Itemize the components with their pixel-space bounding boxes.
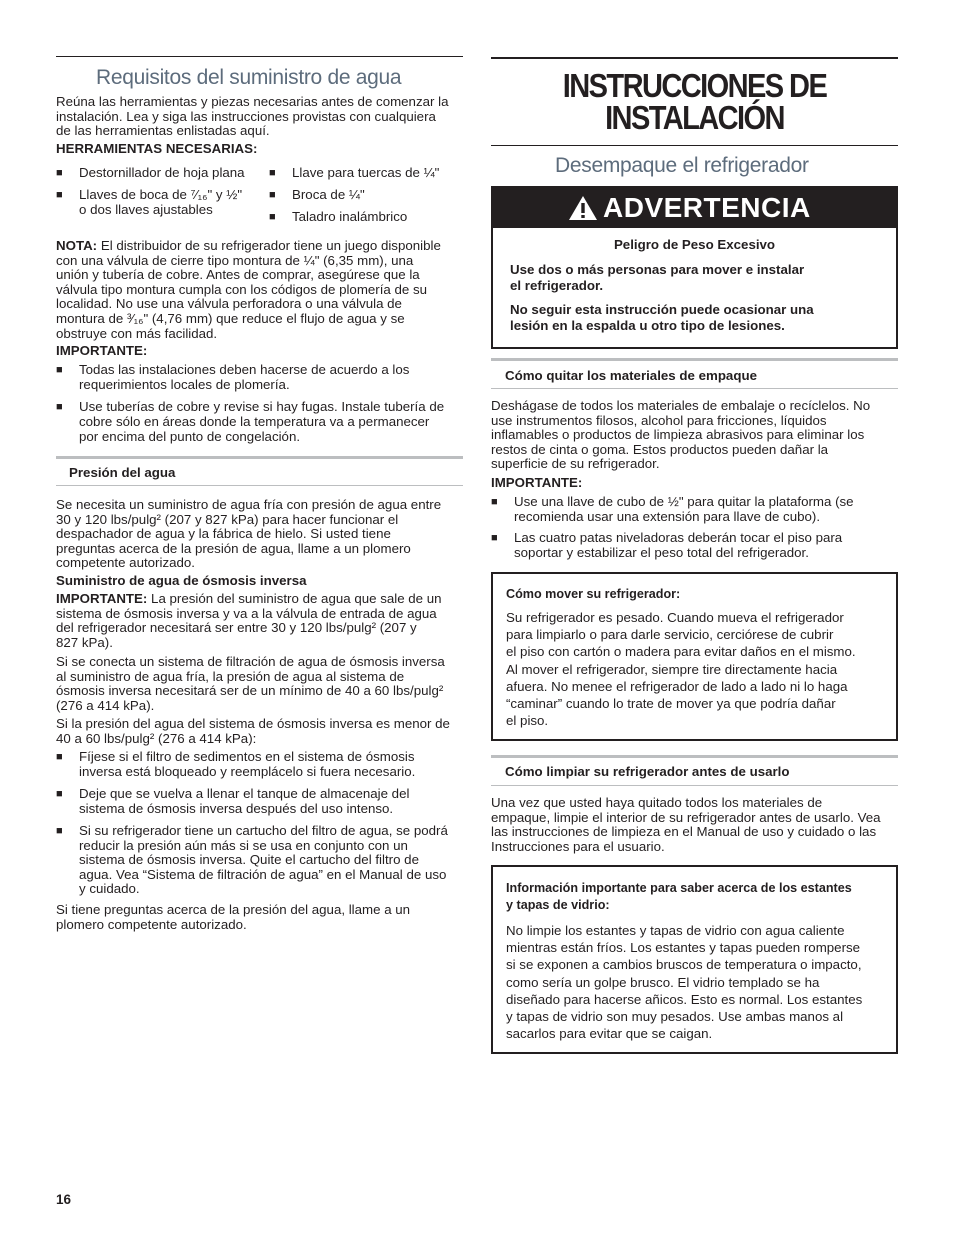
osmosis-paragraph-3: Si la presión del agua del sistema de ósmosis inversa es menor de 40 a 60 lbs/pulg² (276 a 414 kPa):	[56, 716, 450, 746]
warning-triangle-icon	[568, 195, 598, 221]
section-divider	[56, 485, 463, 486]
warning-text-2: No seguir esta instrucción puede ocasionar una lesión en la espalda u otro tipo de lesiones.	[510, 302, 814, 333]
warning-box	[491, 186, 898, 349]
bullet-icon: ■	[56, 788, 63, 800]
list-item: soportar y estabilizar el peso total del refrigerador.	[514, 545, 809, 560]
warning-subtitle: Peligro de Peso Excesivo	[613, 237, 776, 252]
list-item: Broca de ¼"	[292, 187, 365, 202]
list-item: Deje que se vuelva a llenar el tanque de almacenaje del	[79, 786, 410, 801]
bullet-icon: ■	[56, 401, 63, 413]
glass-text: No limpie los estantes y tapas de vidrio con agua caliente mientras están fríos. Los estantes y tapas pueden romperse si se exponen a cambios bruscos de temperatura o impacto, como sería un golpe brusco. El vidrio templado se ha diseñado para hacerse añicos. Esto es normal. Los estantes y tapas de vidrio son muy pesados. Use ambas manos al sacarlos para evitar que se caigan.	[506, 923, 863, 1042]
bullet-icon: ■	[269, 189, 276, 201]
water-supply-heading: Requisitos del suministro de agua	[96, 66, 402, 89]
tools-list-col2	[269, 166, 463, 226]
nota-paragraph: NOTA: El distribuidor de su refrigerador tiene un juego disponible con una válvula de cierre tipo montura de ¼" (6,35 mm), una unión y tubería de cobre. Antes de comprar, asegúrese que la válvula tipo montura cumpla con los códigos de plomería de su localidad. No use una válvula perforadora o una válvula de montura de ³⁄₁₆" (4,76 mm) que reduce el flujo de agua y se obstruye con más facilidad.	[56, 238, 441, 341]
bullet-icon: ■	[56, 189, 63, 201]
closing-paragraph: Si tiene preguntas acerca de la presión del agua, llame a un plomero competente autorizado.	[56, 902, 411, 932]
section-divider	[491, 358, 898, 361]
list-item: Llaves de boca de ⁷⁄₁₆" y ½"	[79, 187, 243, 202]
moving-text: Su refrigerador es pesado. Cuando mueva el refrigerador para limpiarlo o para darle servicio, cerciórese de cubrir el piso con cartón o madera para evitar daños en el mismo. Al mover el refrigerador, siempre tire directamente hacia afuera. No menee el refrigerador de lado a lado ni lo haga “caminar” cuando lo trate de mover ya que podría dañar el piso.	[506, 610, 856, 729]
cleaning-paragraph: Una vez que usted haya quitado todos los materiales de empaque, limpie el interior de su refrigerador antes de usarlo. Vea las instrucciones de limpieza en el Manual de uso y cuidado o las Instrucciones para el usuario.	[491, 795, 881, 854]
list-item: sistema de ósmosis inversa después del uso intenso.	[79, 801, 394, 816]
moving-heading: Cómo mover su refrigerador:	[506, 587, 681, 601]
list-item: o dos llaves ajustables	[79, 202, 213, 217]
top-rule-right	[491, 57, 898, 59]
list-item: Llave para tuercas de ¼"	[292, 165, 440, 180]
unpack-list	[491, 495, 898, 565]
bullet-icon: ■	[56, 825, 63, 837]
cleaning-heading: Cómo limpiar su refrigerador antes de usarlo	[505, 764, 790, 779]
intro-paragraph: Reúna las herramientas y piezas necesarias antes de comenzar la instalación. Lea y siga las instrucciones provistas con cualquiera de las herramientas enlistadas aquí.	[56, 94, 449, 139]
importante-label: IMPORTANTE:	[56, 343, 148, 358]
bullet-icon: ■	[56, 751, 63, 763]
remove-packaging-heading: Cómo quitar los materiales de empaque	[505, 368, 757, 383]
bullet-icon: ■	[269, 167, 276, 179]
osmosis-paragraph-2: Si se conecta un sistema de filtración de agua de ósmosis inversa al suministro de agua fría, la presión de agua al sistema de ósmosis inversa necesitará ser de un mínimo de 40 a 60 lbs/pulg² (276 a 414 kPa).	[56, 654, 445, 713]
section-divider	[491, 755, 898, 758]
section-divider	[56, 456, 463, 459]
list-item: requerimientos locales de plomería.	[79, 377, 290, 392]
bullet-icon: ■	[56, 364, 63, 376]
list-item: Todas las instalaciones deben hacerse de acuerdo a los	[79, 362, 410, 377]
list-item: recomienda usar una extensión para llave de cubo).	[514, 509, 821, 524]
title-rule	[491, 145, 898, 146]
warning-banner	[493, 188, 896, 228]
reverse-osmosis-heading: Suministro de agua de ósmosis inversa	[56, 573, 307, 588]
list-item: por encima del punto de congelación.	[79, 429, 301, 444]
list-item: sistema de ósmosis inversa. Quite el cartucho del filtro de	[79, 852, 419, 867]
bullet-icon: ■	[491, 532, 498, 544]
list-item: Taladro inalámbrico	[292, 209, 408, 224]
list-item: reducir la presión aún más si se usa en conjunto con un	[79, 838, 408, 853]
section-divider	[491, 388, 898, 389]
glass-info-box	[491, 865, 898, 1054]
moving-info-box	[491, 572, 898, 741]
remove-packaging-paragraph: Deshágase de todos los materiales de embalaje o recíclelos. No use instrumentos filosos, alcohol para fricciones, líquidos inflamables o productos de limpieza abrasivos para eliminar los restos de cinta o goma. Estos productos pueden dañar la superficie de su refrigerador.	[491, 398, 871, 472]
bullet-icon: ■	[269, 211, 276, 223]
osmosis-paragraph-1: IMPORTANTE: La presión del suministro de agua que sale de un sistema de ósmosis inversa y va a la válvula de entrada de agua del refrigerador necesitará ser entre 30 y 120 lbs/pulg² (207 y 827 kPa).	[56, 591, 442, 650]
warning-text-1: Use dos o más personas para mover e instalar el refrigerador.	[510, 262, 805, 293]
glass-heading: Información importante para saber acerca de los estantes y tapas de vidrio:	[506, 881, 852, 913]
list-item: Destornillador de hoja plana	[79, 165, 245, 180]
list-item: Use tuberías de cobre y revise si hay fugas. Instale tubería de	[79, 399, 445, 414]
list-item: agua. Vea “Sistema de filtración de agua” en el Manual de uso	[79, 867, 447, 882]
section-divider	[491, 785, 898, 786]
importante-list	[56, 363, 463, 443]
bullet-icon: ■	[491, 496, 498, 508]
top-rule-left	[56, 56, 463, 57]
importante-label: IMPORTANTE:	[491, 475, 583, 490]
unpack-heading: Desempaque el refrigerador	[555, 154, 809, 177]
list-item: cobre sólo en áreas donde la temperatura va a permanecer	[79, 414, 430, 429]
page-number: 16	[56, 1192, 72, 1207]
warning-title: ADVERTENCIA	[603, 192, 811, 223]
list-item: y cuidado.	[79, 881, 140, 896]
tools-heading: HERRAMIENTAS NECESARIAS:	[56, 141, 258, 156]
water-pressure-heading: Presión del agua	[69, 465, 176, 480]
list-item: inversa está bloqueado y reemplácelo si fuera necesario.	[79, 764, 416, 779]
list-item: Use una llave de cubo de ½" para quitar la plataforma (se	[514, 494, 854, 509]
osmosis-list	[56, 750, 463, 900]
page-title: INSTRUCCIONES DE INSTALACIÓN	[562, 67, 827, 136]
bullet-icon: ■	[56, 167, 63, 179]
pressure-paragraph: Se necesita un suministro de agua fría con presión de agua entre 30 y 120 lbs/pulg² (207 y 827 kPa) para hacer funcionar el despachador de agua y la fábrica de hielo. Si usted tiene preguntas acerca de la presión de agua, llame a un plomero competente autorizado.	[56, 497, 442, 571]
list-item: Las cuatro patas niveladoras deberán tocar el piso para	[514, 530, 843, 545]
tools-list-col1	[56, 166, 256, 226]
list-item: Fíjese si el filtro de sedimentos en el sistema de ósmosis	[79, 749, 415, 764]
list-item: Si su refrigerador tiene un cartucho del filtro de agua, se podrá	[79, 823, 448, 838]
